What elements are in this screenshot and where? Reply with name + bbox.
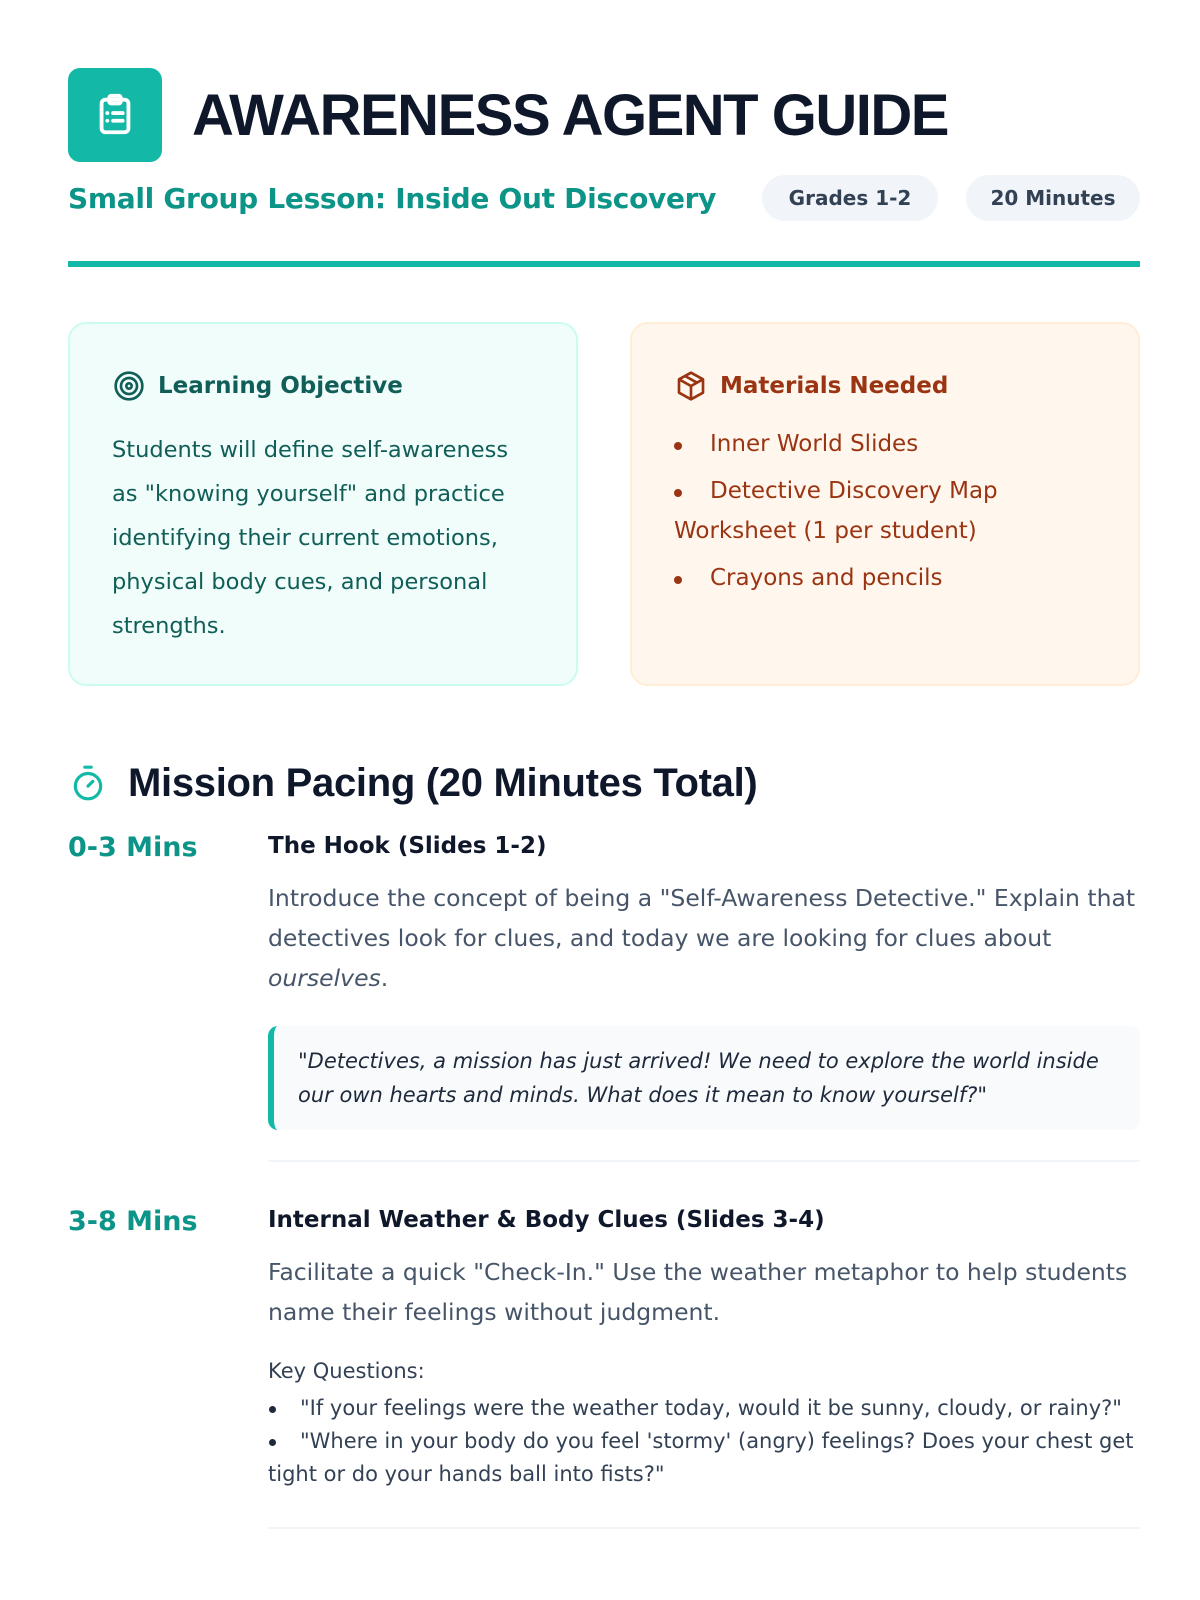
header	[68, 68, 948, 162]
step-1-description-emphasis: ourselves	[268, 964, 381, 992]
pacing-title: Mission Pacing (20 Minutes Total)	[128, 760, 758, 805]
step-2-block	[268, 1202, 1140, 1491]
objective-header	[112, 366, 534, 406]
subtitle-row	[68, 174, 1140, 222]
step-2-title: Internal Weather & Body Clues (Slides 3-4)	[268, 1207, 825, 1233]
materials-header	[674, 366, 1096, 406]
step-1-script-quote: "Detectives, a mission has just arrived! We need to explore the world inside our own hearts and minds. What does it mean to know yourself?"	[268, 1026, 1140, 1130]
lesson-guide-page	[68, 0, 1140, 1600]
materials-card	[630, 322, 1140, 686]
step-1-description-end: .	[380, 964, 389, 992]
step-2-description: Facilitate a quick "Check-In." Use the weather metaphor to help students name their feelings without judgment.	[268, 1258, 1128, 1326]
list-item: "Where in your body do you feel 'stormy' (angry) feelings? Does your chest get tight or do your hands ball into fists?"	[268, 1425, 1140, 1491]
lesson-subtitle: Small Group Lesson: Inside Out Discovery	[68, 181, 717, 215]
duration-badge: 20 Minutes	[966, 175, 1140, 221]
list-item: Inner World Slides	[674, 424, 1096, 464]
clipboard-icon	[68, 68, 162, 162]
step-divider	[268, 1527, 1140, 1529]
step-divider	[268, 1160, 1140, 1162]
step-1-description-text: Introduce the concept of being a "Self-Awareness Detective." Explain that detectives look for clues, and today we are looking for clues about	[268, 884, 1136, 952]
step-1-time: 0-3 Mins	[68, 832, 198, 863]
learning-objective-card	[68, 322, 578, 686]
box-icon	[674, 369, 708, 403]
pacing-section-heading	[68, 755, 757, 811]
key-questions-label: Key Questions:	[268, 1359, 425, 1383]
list-item: Crayons and pencils	[674, 558, 1096, 598]
step-1-title: The Hook (Slides 1-2)	[268, 833, 547, 859]
list-item: Detective Discovery Map Worksheet (1 per student)	[674, 471, 1096, 551]
target-icon	[112, 369, 146, 403]
materials-list	[674, 424, 1096, 598]
step-1-description	[268, 878, 1140, 998]
objective-text: Students will define self-awareness as "knowing yourself" and practice identifying their current emotions, physical body cues, and personal strengths.	[112, 437, 509, 639]
grades-badge: Grades 1-2	[762, 175, 938, 221]
header-divider	[68, 261, 1140, 267]
materials-title: Materials Needed	[720, 373, 949, 399]
step-1-block	[268, 828, 1140, 1130]
page-title: AWARENESS AGENT GUIDE	[192, 82, 948, 148]
key-questions-list	[268, 1392, 1140, 1491]
objective-title: Learning Objective	[158, 373, 403, 399]
list-item: "If your feelings were the weather today, would it be sunny, cloudy, or rainy?"	[268, 1392, 1140, 1425]
step-2-time: 3-8 Mins	[68, 1206, 198, 1237]
stopwatch-icon	[68, 763, 108, 803]
